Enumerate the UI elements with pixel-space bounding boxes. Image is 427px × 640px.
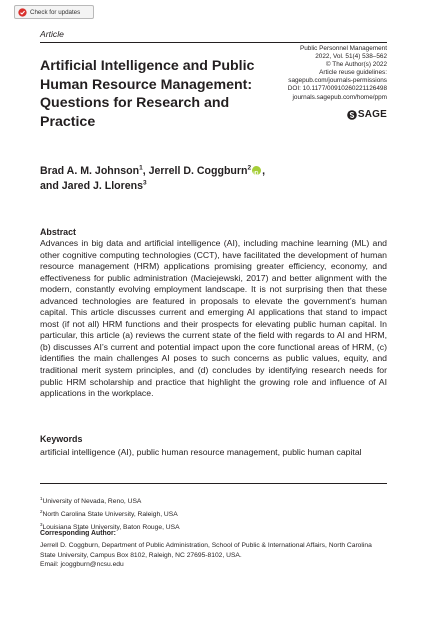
author-affiliation-marker: 3 <box>143 178 147 186</box>
journal-volume: 2022, Vol. 51(4) 538–562 <box>315 53 387 61</box>
permissions-link[interactable]: sagepub.com/journals-permissions <box>288 77 387 85</box>
affiliation-item <box>40 507 180 520</box>
author-name[interactable]: Brad A. M. Johnson <box>40 165 140 177</box>
corresponding-author-heading: Corresponding Author: <box>40 530 116 537</box>
orcid-icon[interactable] <box>252 166 261 175</box>
affiliation-marker: 2 <box>40 509 43 515</box>
journal-info <box>227 45 387 102</box>
check-for-updates-badge[interactable] <box>14 5 94 19</box>
keywords-text: artificial intelligence (AI), public human resource management, public human capital <box>40 447 362 457</box>
reuse-guidelines-label: Article reuse guidelines: <box>319 69 387 77</box>
sage-logo <box>347 109 387 120</box>
keywords-heading: Keywords <box>40 434 83 444</box>
affiliations <box>40 494 180 534</box>
doi-link[interactable]: DOI: 10.1177/00910260221126498 <box>287 85 387 93</box>
header-divider <box>40 42 387 43</box>
corresponding-author-details <box>40 541 387 570</box>
affiliation-text: Louisiana State University, Baton Rouge, USA <box>42 524 180 532</box>
affiliation-marker: 3 <box>40 522 43 528</box>
sage-s-icon <box>347 110 357 120</box>
affiliation-marker: 1 <box>40 496 43 501</box>
author-affiliation-marker: 2 <box>247 164 252 172</box>
abstract-text: Advances in big data and artificial intelligence (AI), including machine learning (ML) and other cognitive computing technologies (CCT), have facilitated the development of human resource management (HRM) applications promising greater efficiency, economy, and effectiveness for public administration (Maciejewski, 2017) and better alignment with the modern, constantly evolving employment landscape. It is not surprising then that these advanced technologies are featured in proposals to elevate the government’s human capital. This article discusses current and emerging AI applications that stand to impact most (if not all) HRM functions and their prospects for elevating public human capital. In particular, this article (a) reviews the current state of the field with regards to AI and HRM, (b) discusses AI’s current and potential impact upon the core functional areas of HRM, (c) identifies the main challenges AI poses to such concerns as public values, equity, and traditional merit system principles, and (d) concludes by identifying research needs for public HRM scholarship and practice that highlight the growing role and influence of AI applications in the workplace. <box>40 238 387 399</box>
affiliation-text: North Carolina State University, Raleigh, USA <box>42 511 178 519</box>
author-name[interactable]: Jared J. Llorens <box>61 179 144 192</box>
author-list: Brad A. M. Johnson$^1$, Jerrell D. Coggburn$^2$iD , and Jared J. Llorens$^3$ <box>40 164 330 193</box>
copyright: © The Author(s) 2022 <box>325 61 387 69</box>
article-type-label: Article <box>40 29 64 39</box>
affiliation-item <box>40 494 180 507</box>
author-name[interactable]: Jerrell D. Coggburn <box>148 165 248 177</box>
journal-name: Public Personnel Management <box>299 45 387 52</box>
abstract-heading: Abstract <box>40 227 77 237</box>
journal-homepage-link[interactable]: journals.sagepub.com/home/ppm <box>292 93 387 101</box>
footnote-divider <box>40 483 387 484</box>
corresponding-author-address: Jerrell D. Coggburn, Department of Public Administration, School of Public & International Affairs, North Carolina State University, Campus Box 8102, Raleigh, NC 27695-8102, USA. <box>40 542 372 559</box>
author-affiliation-marker: 1 <box>139 164 143 172</box>
check-for-updates-label: Check for updates <box>30 8 81 16</box>
article-title: Artificial Intelligence and Public Human Resource Management: Questions for Research and Practice <box>40 58 255 130</box>
corresponding-author-email[interactable]: Email: jcoggburn@ncsu.edu <box>40 561 124 569</box>
sage-wordmark: SAGE <box>357 109 387 120</box>
bookmark-check-icon <box>18 8 27 17</box>
affiliation-text: University of Nevada, Reno, USA <box>42 498 142 506</box>
